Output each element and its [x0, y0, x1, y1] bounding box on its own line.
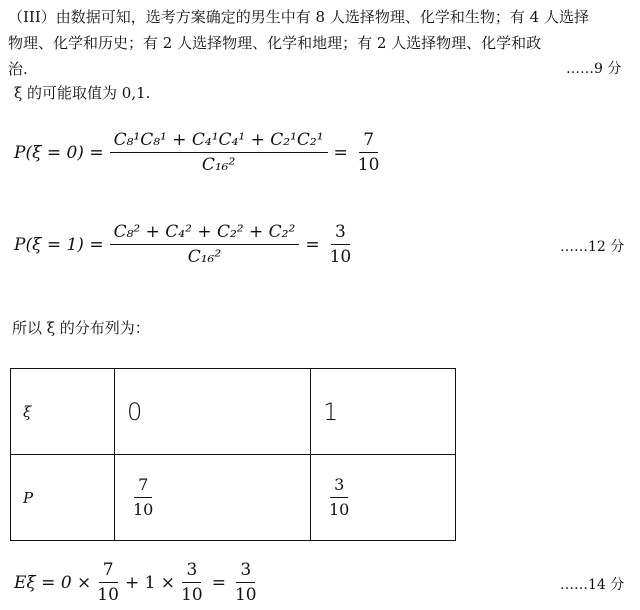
table-p1-fraction: [325, 475, 353, 520]
score-marker-14: ……14 分: [560, 577, 625, 593]
p0-denominator: C₁₆²: [201, 155, 236, 175]
table-cell-p-1: [311, 455, 456, 541]
expectation-f1-num: 7: [99, 560, 118, 583]
p0-numerator: C₈¹C₈¹ + C₄¹C₄¹ + C₂¹C₂¹: [110, 130, 328, 153]
p1-result: [326, 222, 356, 267]
intro-line-3: 治.: [8, 60, 28, 78]
expectation-f2-num: 3: [182, 560, 201, 583]
score-marker-9: ……9 分: [566, 61, 622, 77]
intro-line-1: （III）由数据可知，选考方案确定的男生中有 8 人选择物理、化学和生物；有 4 人选择: [8, 8, 589, 26]
p0-equals: =: [333, 142, 348, 163]
expectation-mid: + 1 ×: [124, 572, 176, 593]
expectation-equals: =: [211, 572, 226, 593]
table-cell-xi-label: ξ: [11, 369, 115, 455]
p1-equals: =: [305, 234, 320, 255]
table-p0-den: 10: [133, 500, 154, 519]
score-marker-12: ……12 分: [560, 239, 625, 255]
table-row-xi: [11, 369, 456, 455]
expectation-f3-den: 10: [234, 585, 257, 605]
expectation-frac-2: [177, 560, 207, 605]
p1-numerator: C₈² + C₄² + C₂² + C₂²: [110, 222, 300, 245]
expectation-frac-1: [93, 560, 123, 605]
table-cell-xi-1: 1: [311, 369, 456, 455]
p0-lhs: P(ξ = 0) =: [14, 142, 104, 163]
expectation-f3-num: 3: [236, 560, 255, 583]
table-p1-den: 10: [329, 500, 350, 519]
expectation-f1-den: 10: [97, 585, 119, 605]
xi-values-line: ξ 的可能取值为 0,1.: [14, 84, 151, 102]
table-cell-p-0: [115, 455, 311, 541]
expectation-lhs: Eξ = 0 ×: [14, 572, 92, 593]
expectation-frac-3: [231, 560, 261, 605]
p0-result-num: 7: [359, 130, 378, 153]
table-cell-xi-0: 0: [115, 369, 311, 455]
p0-result-den: 10: [357, 155, 380, 175]
p0-result: [354, 130, 384, 175]
table-p1-num: 3: [330, 475, 348, 498]
equation-p1: [14, 222, 357, 267]
p1-result-den: 10: [329, 247, 352, 267]
table-p0-fraction: [129, 475, 157, 520]
expectation-equation: [14, 560, 263, 605]
intro-line-2: 物理、化学和历史；有 2 人选择物理、化学和地理；有 2 人选择物理、化学和政: [8, 34, 542, 52]
table-row-p: [11, 455, 456, 541]
p0-fraction: [110, 130, 328, 175]
expectation-f2-den: 10: [181, 585, 203, 605]
table-p0-num: 7: [134, 475, 152, 498]
table-cell-p-label: P: [11, 455, 115, 541]
distribution-table: [10, 368, 456, 541]
p1-lhs: P(ξ = 1) =: [14, 234, 104, 255]
distribution-intro: 所以 ξ 的分布列为：: [12, 319, 150, 337]
equation-p0: [14, 130, 385, 175]
p1-result-num: 3: [331, 222, 350, 245]
p1-fraction: [110, 222, 300, 267]
p1-denominator: C₁₆²: [187, 247, 222, 267]
